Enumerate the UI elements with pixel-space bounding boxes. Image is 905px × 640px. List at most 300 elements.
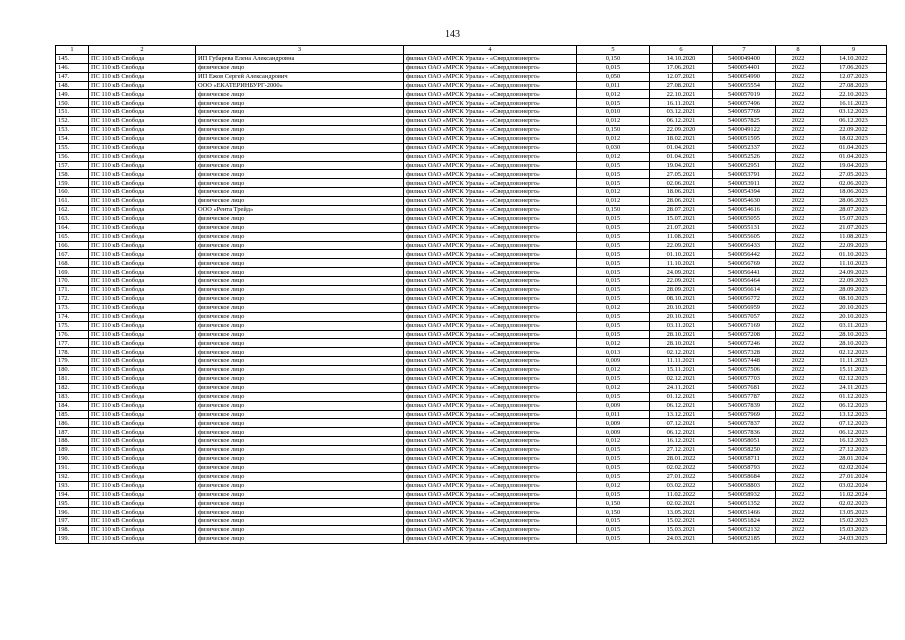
table-cell: 22.09.2020: [650, 126, 713, 135]
table-cell: 11.10.2021: [650, 259, 713, 268]
table-cell: физическое лицо: [196, 383, 404, 392]
table-cell: ПС 110 кВ Свобода: [89, 330, 196, 339]
table-cell: 0,011: [577, 410, 650, 419]
table-cell: 151.: [56, 108, 89, 117]
table-cell: 5400057506: [713, 366, 776, 375]
table-cell: 5400058250: [713, 446, 776, 455]
table-cell: 01.04.2023: [821, 152, 887, 161]
table-cell: 191.: [56, 463, 89, 472]
table-cell: ПС 110 кВ Свобода: [89, 401, 196, 410]
table-cell: 28.06.2021: [650, 197, 713, 206]
table-cell: 0,009: [577, 428, 650, 437]
column-header-2: 2: [89, 46, 196, 55]
table-cell: 0,015: [577, 277, 650, 286]
table-cell: филиал ОАО «МРСК Урала» - «Свердловэнерго»: [404, 81, 577, 90]
table-cell: физическое лицо: [196, 250, 404, 259]
table-cell: 5400049122: [713, 126, 776, 135]
table-cell: 154.: [56, 134, 89, 143]
table-row: [56, 277, 887, 286]
table-cell: 5400057836: [713, 428, 776, 437]
table-cell: ПС 110 кВ Свобода: [89, 517, 196, 526]
table-cell: 0,015: [577, 250, 650, 259]
table-row: [56, 366, 887, 375]
table-cell: 156.: [56, 152, 89, 161]
table-cell: 2022: [776, 446, 821, 455]
table-cell: 03.11.2021: [650, 321, 713, 330]
table-cell: физическое лицо: [196, 481, 404, 490]
table-cell: ПС 110 кВ Свобода: [89, 303, 196, 312]
table-cell: 5400056959: [713, 303, 776, 312]
table-cell: ПС 110 кВ Свобода: [89, 463, 196, 472]
table-cell: 2022: [776, 170, 821, 179]
table-cell: 03.12.2021: [650, 108, 713, 117]
table-cell: ПС 110 кВ Свобода: [89, 321, 196, 330]
table-header-row: [56, 46, 887, 55]
table-cell: филиал ОАО «МРСК Урала» - «Свердловэнерго»: [404, 437, 577, 446]
table-cell: 197.: [56, 517, 89, 526]
table-cell: 5400057969: [713, 410, 776, 419]
table-cell: 5400055131: [713, 223, 776, 232]
table-cell: ПС 110 кВ Свобода: [89, 357, 196, 366]
table-cell: 01.10.2021: [650, 250, 713, 259]
table-row: [56, 152, 887, 161]
table-cell: 16.11.2021: [650, 99, 713, 108]
table-cell: 0,015: [577, 161, 650, 170]
table-cell: 0,015: [577, 312, 650, 321]
table-cell: 0,015: [577, 321, 650, 330]
table-cell: 07.12.2023: [821, 419, 887, 428]
table-cell: 155.: [56, 143, 89, 152]
table-row: [56, 454, 887, 463]
table-cell: физическое лицо: [196, 374, 404, 383]
table-cell: 0,015: [577, 463, 650, 472]
table-cell: 2022: [776, 454, 821, 463]
table-cell: 0,150: [577, 206, 650, 215]
table-cell: ПС 110 кВ Свобода: [89, 508, 196, 517]
table-cell: ПС 110 кВ Свобода: [89, 286, 196, 295]
table-cell: 0,012: [577, 303, 650, 312]
table-cell: 0,015: [577, 534, 650, 543]
table-cell: 173.: [56, 303, 89, 312]
table-cell: 18.06.2023: [821, 188, 887, 197]
table-row: [56, 108, 887, 117]
table-cell: 01.12.2023: [821, 392, 887, 401]
table-row: [56, 197, 887, 206]
table-cell: филиал ОАО «МРСК Урала» - «Свердловэнерго»: [404, 188, 577, 197]
table-cell: 20.10.2021: [650, 312, 713, 321]
table-cell: 15.07.2021: [650, 214, 713, 223]
table-cell: 2022: [776, 526, 821, 535]
table-cell: 0,012: [577, 437, 650, 446]
table-cell: 162.: [56, 206, 89, 215]
table-cell: 2022: [776, 277, 821, 286]
table-cell: ПС 110 кВ Свобода: [89, 383, 196, 392]
table-cell: 0,012: [577, 339, 650, 348]
table-cell: 2022: [776, 437, 821, 446]
table-cell: 28.09.2021: [650, 286, 713, 295]
table-row: [56, 392, 887, 401]
table-cell: филиал ОАО «МРСК Урала» - «Свердловэнерго»: [404, 143, 577, 152]
table-cell: 158.: [56, 170, 89, 179]
table-cell: 2022: [776, 250, 821, 259]
column-header-9: 9: [821, 46, 887, 55]
column-header-4: 4: [404, 46, 577, 55]
table-cell: 11.10.2023: [821, 259, 887, 268]
table-cell: 2022: [776, 383, 821, 392]
table-cell: ПС 110 кВ Свобода: [89, 312, 196, 321]
table-cell: 2022: [776, 197, 821, 206]
table-cell: физическое лицо: [196, 268, 404, 277]
table-cell: 0,015: [577, 232, 650, 241]
table-cell: 175.: [56, 321, 89, 330]
table-row: [56, 286, 887, 295]
table-cell: филиал ОАО «МРСК Урала» - «Свердловэнерго»: [404, 232, 577, 241]
table-cell: 2022: [776, 348, 821, 357]
table-cell: 5400052185: [713, 534, 776, 543]
table-cell: 2022: [776, 126, 821, 135]
table-cell: 20.10.2023: [821, 312, 887, 321]
table-cell: физическое лицо: [196, 161, 404, 170]
table-cell: ПС 110 кВ Свобода: [89, 534, 196, 543]
table-cell: 22.09.2023: [821, 241, 887, 250]
table-row: [56, 472, 887, 481]
table-cell: 15.03.2021: [650, 526, 713, 535]
table-cell: физическое лицо: [196, 286, 404, 295]
table-cell: 28.07.2021: [650, 206, 713, 215]
table-cell: филиал ОАО «МРСК Урала» - «Свердловэнерго»: [404, 401, 577, 410]
table-cell: 03.02.2022: [650, 481, 713, 490]
table-cell: 28.10.2023: [821, 330, 887, 339]
table-cell: 24.03.2023: [821, 534, 887, 543]
table-cell: 15.11.2021: [650, 366, 713, 375]
table-cell: 2022: [776, 410, 821, 419]
table-cell: 0,015: [577, 392, 650, 401]
table-cell: 5400057681: [713, 383, 776, 392]
table-cell: 2022: [776, 134, 821, 143]
table-cell: 5400057448: [713, 357, 776, 366]
table-cell: 12.07.2021: [650, 72, 713, 81]
table-cell: филиал ОАО «МРСК Урала» - «Свердловэнерго»: [404, 410, 577, 419]
table-cell: ПС 110 кВ Свобода: [89, 134, 196, 143]
table-row: [56, 143, 887, 152]
table-cell: ПС 110 кВ Свобода: [89, 446, 196, 455]
table-row: [56, 374, 887, 383]
table-row: [56, 268, 887, 277]
table-row: [56, 241, 887, 250]
table-cell: филиал ОАО «МРСК Урала» - «Свердловэнерго»: [404, 286, 577, 295]
table-cell: 13.05.2021: [650, 508, 713, 517]
table-cell: 185.: [56, 410, 89, 419]
column-header-1: 1: [56, 46, 89, 55]
table-row: [56, 72, 887, 81]
table-cell: 0,009: [577, 401, 650, 410]
table-cell: 2022: [776, 206, 821, 215]
table-row: [56, 383, 887, 392]
table-cell: физическое лицо: [196, 232, 404, 241]
table-cell: 0,013: [577, 348, 650, 357]
table-cell: 0,015: [577, 526, 650, 535]
table-cell: 5400053911: [713, 179, 776, 188]
table-cell: 28.10.2021: [650, 339, 713, 348]
table-cell: физическое лицо: [196, 348, 404, 357]
table-cell: 5400054630: [713, 197, 776, 206]
table-cell: 2022: [776, 268, 821, 277]
table-cell: филиал ОАО «МРСК Урала» - «Свердловэнерго»: [404, 63, 577, 72]
table-cell: 0,012: [577, 481, 650, 490]
table-cell: ПС 110 кВ Свобода: [89, 437, 196, 446]
table-cell: 02.12.2023: [821, 374, 887, 383]
table-cell: 5400052132: [713, 526, 776, 535]
table-cell: 2022: [776, 152, 821, 161]
table-cell: филиал ОАО «МРСК Урала» - «Свердловэнерго»: [404, 90, 577, 99]
table-cell: 11.02.2022: [650, 490, 713, 499]
table-cell: 5400057769: [713, 108, 776, 117]
table-row: [56, 232, 887, 241]
table-cell: филиал ОАО «МРСК Урала» - «Свердловэнерго»: [404, 330, 577, 339]
column-header-7: 7: [713, 46, 776, 55]
table-cell: 5400055055: [713, 214, 776, 223]
table-cell: 169.: [56, 268, 89, 277]
table-cell: 2022: [776, 143, 821, 152]
table-cell: 2022: [776, 117, 821, 126]
table-row: [56, 481, 887, 490]
table-cell: 2022: [776, 259, 821, 268]
table-row: [56, 117, 887, 126]
table-cell: 5400056442: [713, 250, 776, 259]
table-cell: филиал ОАО «МРСК Урала» - «Свердловэнерго»: [404, 428, 577, 437]
table-cell: ПС 110 кВ Свобода: [89, 250, 196, 259]
table-cell: 13.12.2021: [650, 410, 713, 419]
table-cell: 24.03.2021: [650, 534, 713, 543]
table-cell: 03.02.2024: [821, 481, 887, 490]
table-cell: филиал ОАО «МРСК Урала» - «Свердловэнерго»: [404, 268, 577, 277]
table-row: [56, 250, 887, 259]
table-cell: 190.: [56, 454, 89, 463]
table-cell: 5400056614: [713, 286, 776, 295]
table-cell: 2022: [776, 63, 821, 72]
table-cell: 2022: [776, 357, 821, 366]
table-cell: 22.10.2023: [821, 90, 887, 99]
table-cell: ПС 110 кВ Свобода: [89, 374, 196, 383]
table-cell: филиал ОАО «МРСК Урала» - «Свердловэнерго»: [404, 197, 577, 206]
table-row: [56, 321, 887, 330]
table-cell: 5400052337: [713, 143, 776, 152]
table-cell: физическое лицо: [196, 179, 404, 188]
table-cell: физическое лицо: [196, 463, 404, 472]
table-cell: физическое лицо: [196, 99, 404, 108]
table-cell: 01.04.2021: [650, 143, 713, 152]
table-cell: 03.12.2023: [821, 108, 887, 117]
table-cell: физическое лицо: [196, 170, 404, 179]
table-row: [56, 526, 887, 535]
table-cell: 06.12.2023: [821, 117, 887, 126]
table-cell: 14.10.2020: [650, 54, 713, 63]
table-cell: физическое лицо: [196, 241, 404, 250]
table-cell: физическое лицо: [196, 410, 404, 419]
table-cell: 19.04.2021: [650, 161, 713, 170]
table-cell: 5400058793: [713, 463, 776, 472]
table-cell: 5400058711: [713, 454, 776, 463]
table-cell: филиал ОАО «МРСК Урала» - «Свердловэнерго»: [404, 499, 577, 508]
table-cell: 22.10.2021: [650, 90, 713, 99]
table-row: [56, 259, 887, 268]
table-cell: ПС 110 кВ Свобода: [89, 126, 196, 135]
table-cell: 01.10.2023: [821, 250, 887, 259]
table-cell: физическое лицо: [196, 508, 404, 517]
table-cell: ПС 110 кВ Свобода: [89, 72, 196, 81]
table-cell: 145.: [56, 54, 89, 63]
table-cell: 5400057839: [713, 401, 776, 410]
table-cell: физическое лицо: [196, 312, 404, 321]
table-cell: 2022: [776, 490, 821, 499]
table-cell: ПС 110 кВ Свобода: [89, 241, 196, 250]
table-cell: 182.: [56, 383, 89, 392]
table-cell: 15.03.2023: [821, 526, 887, 535]
table-cell: 22.09.2022: [821, 126, 887, 135]
table-cell: 0,015: [577, 330, 650, 339]
table-cell: ПС 110 кВ Свобода: [89, 143, 196, 152]
table-cell: 02.06.2021: [650, 179, 713, 188]
table-cell: 16.12.2021: [650, 437, 713, 446]
table-cell: 5400057208: [713, 330, 776, 339]
table-cell: 180.: [56, 366, 89, 375]
table-cell: физическое лицо: [196, 63, 404, 72]
table-cell: филиал ОАО «МРСК Урала» - «Свердловэнерго»: [404, 517, 577, 526]
table-row: [56, 214, 887, 223]
table-cell: 11.02.2024: [821, 490, 887, 499]
table-cell: 0,012: [577, 90, 650, 99]
table-cell: физическое лицо: [196, 303, 404, 312]
table-cell: 5400057328: [713, 348, 776, 357]
table-cell: 21.07.2023: [821, 223, 887, 232]
table-cell: 157.: [56, 161, 89, 170]
table-row: [56, 81, 887, 90]
table-cell: 19.04.2023: [821, 161, 887, 170]
table-cell: ПС 110 кВ Свобода: [89, 366, 196, 375]
table-cell: 18.02.2021: [650, 134, 713, 143]
table-row: [56, 508, 887, 517]
table-cell: 11.11.2021: [650, 357, 713, 366]
table-cell: 0,015: [577, 214, 650, 223]
table-cell: филиал ОАО «МРСК Урала» - «Свердловэнерго»: [404, 526, 577, 535]
table-cell: филиал ОАО «МРСК Урала» - «Свердловэнерго»: [404, 250, 577, 259]
table-cell: 12.07.2023: [821, 72, 887, 81]
table-cell: 2022: [776, 214, 821, 223]
data-table: [55, 45, 887, 544]
table-row: [56, 428, 887, 437]
table-cell: 184.: [56, 401, 89, 410]
table-cell: 02.12.2021: [650, 374, 713, 383]
table-cell: 5400055554: [713, 81, 776, 90]
table-cell: 27.08.2021: [650, 81, 713, 90]
table-cell: 20.10.2021: [650, 303, 713, 312]
table-row: [56, 54, 887, 63]
table-cell: филиал ОАО «МРСК Урала» - «Свердловэнерго»: [404, 490, 577, 499]
table-row: [56, 223, 887, 232]
table-cell: физическое лицо: [196, 357, 404, 366]
table-cell: 0,010: [577, 108, 650, 117]
table-cell: 24.09.2021: [650, 268, 713, 277]
table-cell: 0,015: [577, 241, 650, 250]
table-cell: 196.: [56, 508, 89, 517]
page-number: 143: [445, 29, 460, 40]
table-cell: 18.02.2023: [821, 134, 887, 143]
table-cell: 17.06.2023: [821, 63, 887, 72]
table-cell: ПС 110 кВ Свобода: [89, 348, 196, 357]
table-cell: 2022: [776, 223, 821, 232]
table-cell: 166.: [56, 241, 89, 250]
table-cell: 168.: [56, 259, 89, 268]
table-cell: ПС 110 кВ Свобода: [89, 90, 196, 99]
table-cell: филиал ОАО «МРСК Урала» - «Свердловэнерго»: [404, 321, 577, 330]
table-cell: филиал ОАО «МРСК Урала» - «Свердловэнерго»: [404, 161, 577, 170]
table-cell: 20.10.2023: [821, 303, 887, 312]
table-cell: филиал ОАО «МРСК Урала» - «Свердловэнерго»: [404, 348, 577, 357]
table-cell: физическое лицо: [196, 197, 404, 206]
table-cell: 153.: [56, 126, 89, 135]
table-cell: 02.02.2024: [821, 463, 887, 472]
table-row: [56, 188, 887, 197]
table-cell: 22.09.2023: [821, 277, 887, 286]
table-cell: филиал ОАО «МРСК Урала» - «Свердловэнерго»: [404, 152, 577, 161]
table-cell: 0,009: [577, 357, 650, 366]
table-cell: 2022: [776, 472, 821, 481]
table-cell: филиал ОАО «МРСК Урала» - «Свердловэнерго»: [404, 99, 577, 108]
table-cell: 183.: [56, 392, 89, 401]
table-cell: 06.12.2023: [821, 401, 887, 410]
table-cell: 01.04.2021: [650, 152, 713, 161]
table-cell: физическое лицо: [196, 490, 404, 499]
table-cell: физическое лицо: [196, 188, 404, 197]
table-cell: 0,012: [577, 188, 650, 197]
table-cell: 28.06.2023: [821, 197, 887, 206]
table-cell: ПС 110 кВ Свобода: [89, 81, 196, 90]
table-cell: ПС 110 кВ Свобода: [89, 419, 196, 428]
table-row: [56, 294, 887, 303]
table-cell: 0,012: [577, 134, 650, 143]
table-row: [56, 419, 887, 428]
table-row: [56, 179, 887, 188]
table-cell: филиал ОАО «МРСК Урала» - «Свердловэнерго»: [404, 357, 577, 366]
table-cell: 07.12.2021: [650, 419, 713, 428]
table-cell: 5400049400: [713, 54, 776, 63]
table-cell: 189.: [56, 446, 89, 455]
table-cell: филиал ОАО «МРСК Урала» - «Свердловэнерго»: [404, 472, 577, 481]
table-cell: 5400057787: [713, 392, 776, 401]
table-cell: филиал ОАО «МРСК Урала» - «Свердловэнерго»: [404, 508, 577, 517]
table-cell: 149.: [56, 90, 89, 99]
table-cell: филиал ОАО «МРСК Урала» - «Свердловэнерго»: [404, 419, 577, 428]
table-row: [56, 90, 887, 99]
table-cell: 27.01.2022: [650, 472, 713, 481]
column-header-3: 3: [196, 46, 404, 55]
table-cell: 5400057019: [713, 90, 776, 99]
table-row: [56, 401, 887, 410]
table-cell: физическое лицо: [196, 330, 404, 339]
table-row: [56, 534, 887, 543]
table-cell: 11.11.2023: [821, 357, 887, 366]
table-cell: физическое лицо: [196, 321, 404, 330]
table-cell: физическое лицо: [196, 223, 404, 232]
table-cell: 2022: [776, 294, 821, 303]
table-cell: 27.12.2021: [650, 446, 713, 455]
table-cell: ПС 110 кВ Свобода: [89, 268, 196, 277]
table-cell: ПС 110 кВ Свобода: [89, 108, 196, 117]
table-row: [56, 499, 887, 508]
table-cell: 187.: [56, 428, 89, 437]
table-cell: филиал ОАО «МРСК Урала» - «Свердловэнерго»: [404, 303, 577, 312]
table-cell: филиал ОАО «МРСК Урала» - «Свердловэнерго»: [404, 392, 577, 401]
